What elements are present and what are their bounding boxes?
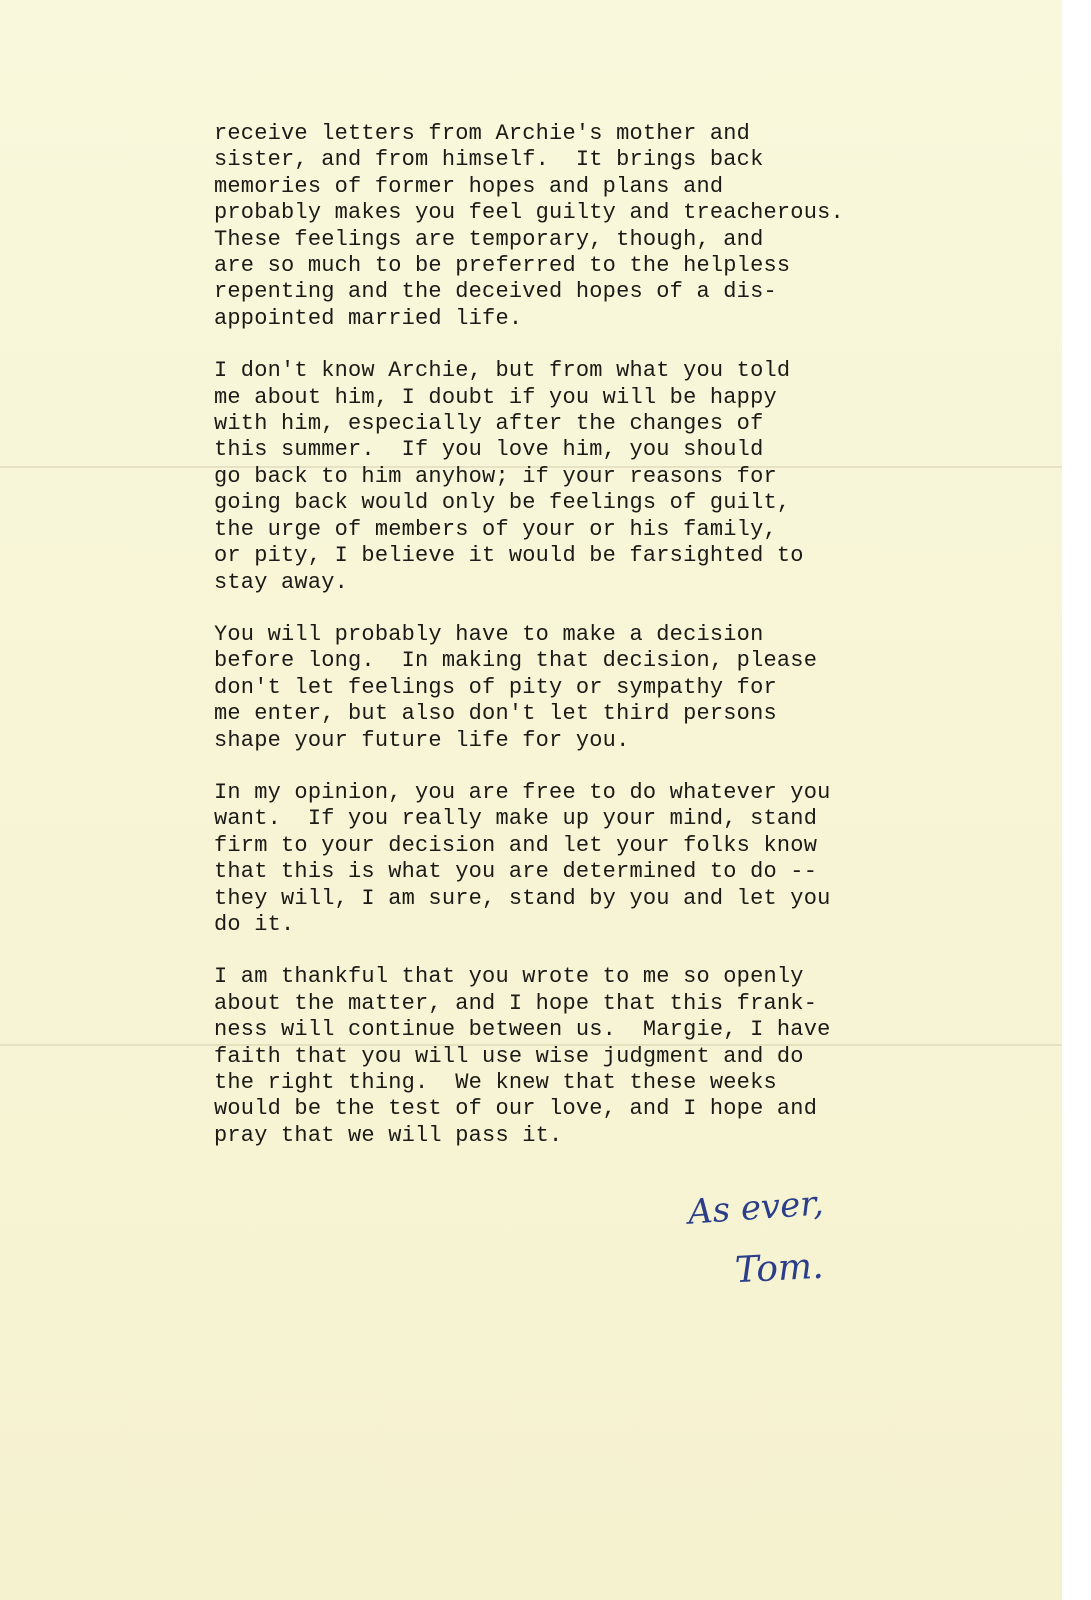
text-line: stay away. bbox=[214, 569, 349, 595]
paragraph bbox=[214, 358, 974, 596]
text-line: about the matter, and I hope that this frank- bbox=[214, 990, 818, 1016]
text-line: You will probably have to make a decision bbox=[214, 621, 764, 647]
text-line: appointed married life. bbox=[214, 305, 523, 331]
handwritten-signature: Tom. bbox=[733, 1245, 825, 1292]
text-line: that this is what you are determined to do -- bbox=[214, 859, 818, 885]
page-margin bbox=[1062, 0, 1091, 1600]
text-line: do it. bbox=[214, 911, 295, 937]
text-line: the right thing. We knew that these weeks bbox=[214, 1070, 777, 1095]
text-line: going back would only be feelings of guilt, bbox=[214, 490, 791, 516]
text-line: would be the test of our love, and I hope and bbox=[214, 1096, 818, 1122]
letter-body bbox=[214, 121, 974, 1175]
text-line: In my opinion, you are free to do whatever you bbox=[214, 779, 831, 805]
paragraph bbox=[214, 121, 974, 332]
text-line: These feelings are temporary, though, and bbox=[214, 226, 764, 252]
text-line: probably makes you feel guilty and treacherous. bbox=[214, 200, 844, 226]
text-line: I am thankful that you wrote to me so openly bbox=[214, 964, 804, 990]
text-line: firm to your decision and let your folks know bbox=[214, 832, 818, 858]
text-line: this summer. If you love him, you should bbox=[214, 437, 764, 463]
text-line: faith that you will use wise judgment and do bbox=[214, 1043, 804, 1069]
paragraph bbox=[214, 622, 974, 754]
text-line: are so much to be preferred to the helpless bbox=[214, 253, 791, 279]
text-line: pray that we will pass it. bbox=[214, 1122, 563, 1148]
text-line: they will, I am sure, stand by you and let you bbox=[214, 885, 831, 911]
text-line: the urge of members of your or his family, bbox=[214, 516, 777, 542]
text-line: shape your future life for you. bbox=[214, 727, 630, 753]
handwritten-closing: As ever, bbox=[686, 1183, 825, 1233]
text-line: ness will continue between us. Margie, I have bbox=[214, 1017, 831, 1043]
text-line: before long. In making that decision, please bbox=[214, 648, 818, 674]
text-line: I don't know Archie, but from what you told bbox=[214, 358, 791, 384]
text-line: sister, and from himself. It brings back bbox=[214, 147, 764, 173]
text-line: with him, especially after the changes of bbox=[214, 411, 764, 437]
text-line: me enter, but also don't let third persons bbox=[214, 701, 777, 727]
text-line: memories of former hopes and plans and bbox=[214, 173, 724, 199]
text-line: or pity, I believe it would be farsighted to bbox=[214, 543, 804, 569]
text-line: don't let feelings of pity or sympathy for bbox=[214, 674, 777, 700]
text-line: receive letters from Archie's mother and bbox=[214, 121, 751, 146]
text-line: go back to him anyhow; if your reasons for bbox=[214, 463, 777, 489]
paragraph bbox=[214, 964, 974, 1149]
text-line: want. If you really make up your mind, stand bbox=[214, 806, 818, 832]
text-line: repenting and the deceived hopes of a dis- bbox=[214, 279, 777, 305]
paragraph bbox=[214, 780, 974, 938]
text-line: me about him, I doubt if you will be happy bbox=[214, 384, 777, 410]
